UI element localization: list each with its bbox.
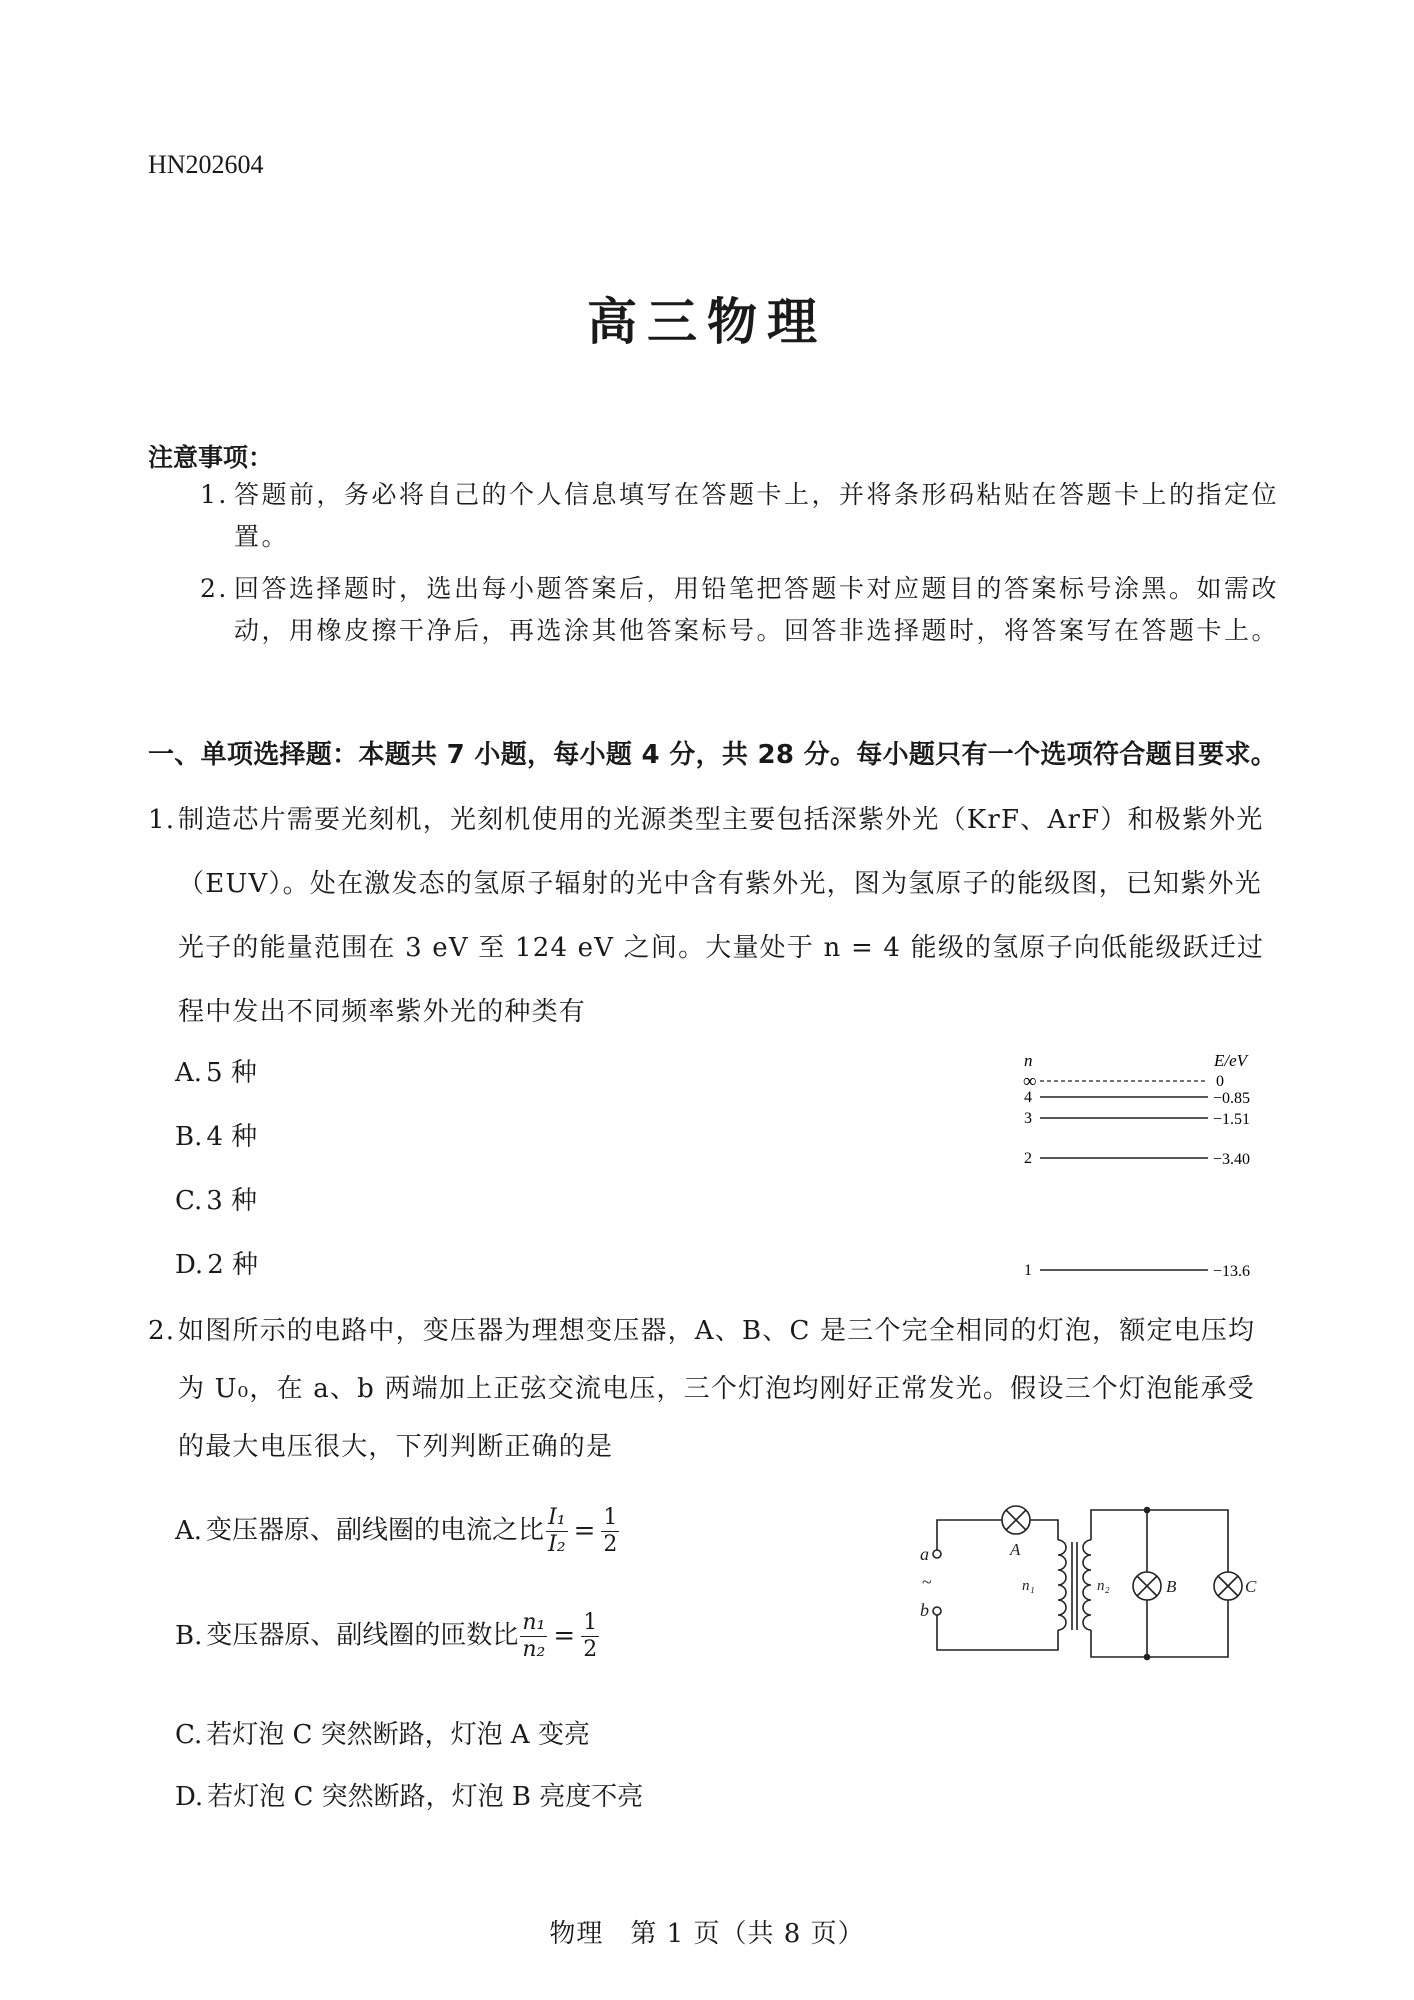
fraction-value — [581, 1610, 599, 1663]
denominator: n₂ — [522, 1637, 546, 1662]
label-n2: n₂ — [1097, 1578, 1110, 1594]
numerator: n₁ — [522, 1610, 546, 1635]
option-label: C. — [175, 1720, 203, 1750]
denominator: 2 — [583, 1637, 598, 1662]
secondary-coil — [1083, 1540, 1091, 1630]
option-label: D. — [175, 1250, 204, 1280]
option-label: C. — [175, 1186, 203, 1216]
numerator: I₁ — [548, 1505, 566, 1530]
junction-dot — [1145, 1508, 1150, 1513]
page-footer: 物理 第 1 页（共 8 页） — [549, 1919, 865, 1949]
energy-level-3 — [1024, 1110, 1250, 1128]
denominator: 2 — [603, 1532, 618, 1557]
label-n1: n₁ — [1022, 1578, 1035, 1594]
level-energy: −3.40 — [1213, 1151, 1251, 1168]
option-label: D. — [175, 1782, 204, 1812]
option-text: 4 种 — [206, 1122, 258, 1152]
q1-option-d — [175, 1244, 258, 1281]
notice-item-num: 1. — [200, 480, 229, 509]
notice-heading: 注意事项： — [148, 443, 274, 472]
fraction-current — [546, 1505, 568, 1558]
option-label: A. — [175, 1058, 203, 1088]
wire — [1030, 1520, 1058, 1540]
level-n: 3 — [1024, 1110, 1032, 1127]
option-text: 3 种 — [206, 1186, 258, 1216]
wire — [1091, 1510, 1228, 1572]
denominator: I₂ — [548, 1532, 566, 1557]
wire — [1091, 1600, 1228, 1657]
lamp-c-label: C — [1245, 1577, 1257, 1596]
option-text: 若灯泡 C 突然断路，灯泡 A 变亮 — [206, 1720, 590, 1750]
energy-level-1 — [1024, 1262, 1250, 1280]
question-number: 1. — [148, 805, 176, 835]
question-text: 如图所示的电路中，变压器为理想变压器，A、B、C 是三个完全相同的灯泡，额定电压均为 U₀，在 a、b 两端加上正弦交流电压，三个灯泡均刚好正常发光。假设三个灯泡能承受的最大电压很大，下列判断正确的是 — [178, 1316, 1256, 1462]
notice-item-num: 2. — [200, 574, 229, 603]
axis-label-energy: E/eV — [1214, 1051, 1248, 1070]
question-text: 制造芯片需要光刻机，光刻机使用的光源类型主要包括深紫外光（KrF、ArF）和极紫外光（EUV）。处在激发态的氢原子辐射的光中含有紫外光，图为氢原子的能级图，已知紫外光光子的能量范围在 3 eV 至 124 eV 之间。大量处于 n = 4 能级的氢原子向低能级跃迁过程中发出不同频率紫外光的种类有 — [178, 805, 1265, 1027]
lamp-a-label: A — [1010, 1540, 1021, 1559]
option-label: A. — [175, 1515, 203, 1546]
axis-label-n: n — [1024, 1051, 1033, 1070]
option-text: 5 种 — [206, 1058, 257, 1088]
label-b: b — [920, 1600, 929, 1620]
q2-option-a — [175, 1505, 621, 1558]
fraction-turns — [520, 1610, 547, 1663]
notice-item-text: 答题前，务必将自己的个人信息填写在答题卡上，并将条形码粘贴在答题卡上的指定位置。 — [234, 480, 1280, 551]
level-energy: −0.85 — [1213, 1090, 1251, 1107]
option-label: B. — [175, 1122, 203, 1152]
energy-level-diagram — [1010, 1048, 1280, 1298]
q2-option-b — [175, 1610, 601, 1663]
option-text: 若灯泡 C 突然断路，灯泡 B 亮度不亮 — [207, 1782, 644, 1812]
junction-dot — [1145, 1655, 1150, 1660]
level-energy: −1.51 — [1213, 1111, 1251, 1128]
q1-option-b — [175, 1116, 257, 1153]
level-energy: 0 — [1216, 1073, 1224, 1090]
q2-option-c — [175, 1714, 590, 1751]
question-number: 2. — [148, 1316, 176, 1346]
energy-level-2 — [1024, 1150, 1250, 1168]
notice-item-2 — [200, 568, 1280, 652]
fraction-value — [601, 1505, 619, 1558]
equals-sign: = — [573, 1515, 596, 1546]
energy-level-inf — [1023, 1071, 1224, 1092]
question-1-stem — [148, 788, 1268, 1044]
wire — [937, 1520, 1002, 1550]
level-n: 1 — [1024, 1262, 1032, 1279]
section-heading: 一、单项选择题：本题共 7 小题，每小题 4 分，共 28 分。每小题只有一个选项符合题目要求。 — [148, 740, 1278, 770]
wire — [937, 1615, 1058, 1650]
level-energy: −13.6 — [1213, 1263, 1251, 1280]
primary-coil — [1058, 1540, 1066, 1630]
notice-item-text: 回答选择题时，选出每小题答案后，用铅笔把答题卡对应题目的答案标号涂黑。如需改动，用橡皮擦干净后，再选涂其他答案标号。回答非选择题时，将答案写在答题卡上。 — [234, 574, 1280, 645]
transformer-circuit-diagram — [920, 1490, 1260, 1665]
page-title: 高三物理 — [587, 293, 827, 351]
exam-code: HN202604 — [148, 150, 264, 179]
label-a: a — [920, 1544, 929, 1564]
q2-option-d — [175, 1776, 643, 1813]
level-n: ∞ — [1023, 1071, 1037, 1092]
energy-level-4 — [1024, 1089, 1250, 1107]
q1-option-a — [175, 1052, 257, 1089]
option-text: 变压器原、副线圈的电流之比 — [206, 1515, 545, 1546]
numerator: 1 — [603, 1505, 618, 1530]
level-n: 2 — [1024, 1150, 1032, 1167]
ac-source-symbol: ~ — [922, 1572, 932, 1592]
lamp-b-label: B — [1166, 1577, 1177, 1596]
equals-sign: = — [553, 1620, 576, 1651]
terminal-b — [933, 1607, 941, 1615]
numerator: 1 — [583, 1610, 598, 1635]
option-label: B. — [175, 1620, 203, 1651]
terminal-a — [933, 1550, 941, 1558]
q1-option-c — [175, 1180, 257, 1217]
level-n: 4 — [1024, 1089, 1032, 1106]
notice-item-1 — [200, 474, 1280, 558]
option-text: 2 种 — [207, 1250, 258, 1280]
option-text: 变压器原、副线圈的匝数比 — [206, 1620, 519, 1651]
question-2-stem — [148, 1302, 1268, 1476]
